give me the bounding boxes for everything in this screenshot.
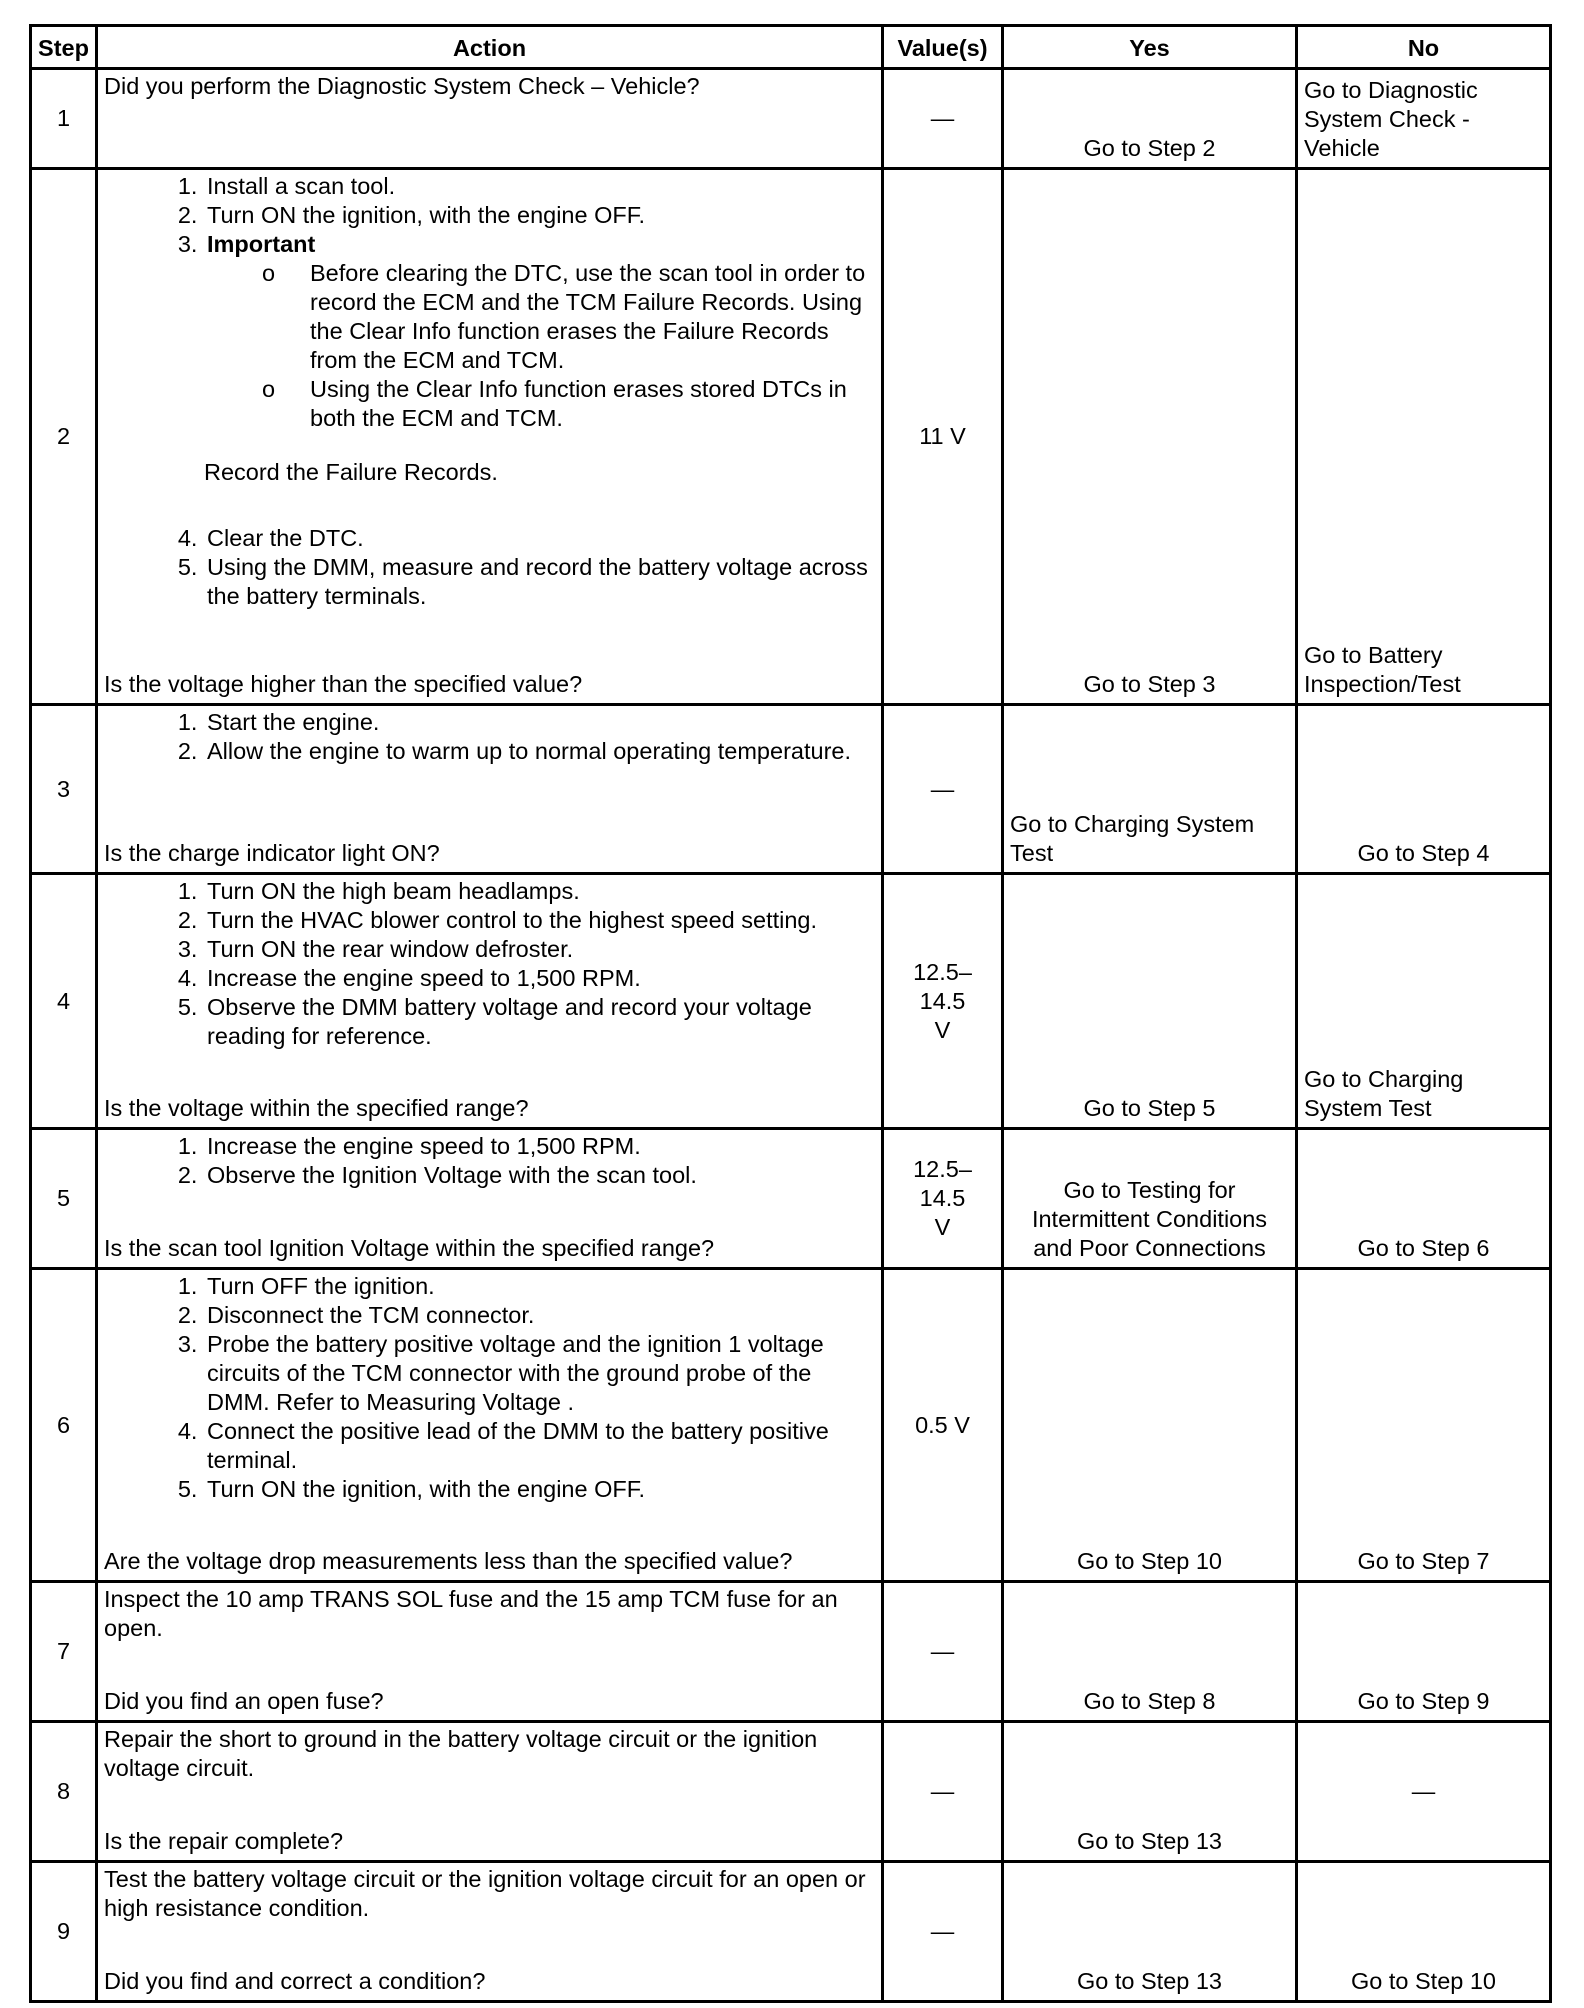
action-cell [97, 1722, 883, 1862]
value-cell: 11 V [883, 169, 1003, 705]
yes-cell: Go to Step 10 [1003, 1269, 1297, 1582]
value-cell: 12.5–14.5 V [883, 1129, 1003, 1269]
yes-cell: Go to Step 5 [1003, 874, 1297, 1129]
action-step: 3. Probe the battery positive voltage and the ignition 1 voltage circuits of the TCM connector with the ground probe of the DMM. Refer to Measuring Voltage . [204, 1330, 875, 1417]
step-number: 9 [31, 1862, 97, 2002]
yes-cell: Go to Testing for Intermittent Conditions and Poor Connections [1003, 1129, 1297, 1269]
action-question: Is the voltage higher than the specified value? [104, 671, 583, 697]
no-cell: — [1297, 1722, 1551, 1862]
value-cell: — [883, 1862, 1003, 2002]
header-no: No [1297, 26, 1551, 69]
action-step: 2. Turn ON the ignition, with the engine OFF. [204, 201, 875, 230]
important-label: Important [207, 231, 316, 257]
action-step: 2. Disconnect the TCM connector. [204, 1301, 875, 1330]
action-text: Inspect the 10 amp TRANS SOL fuse and the 15 amp TCM fuse for an open. [104, 1586, 838, 1641]
step-number: 4 [31, 874, 97, 1129]
action-steps [104, 172, 875, 433]
action-step: 4. Connect the positive lead of the DMM to the battery positive terminal. [204, 1417, 875, 1475]
action-question: Are the voltage drop measurements less than the specified value? [104, 1548, 793, 1574]
action-cell [97, 1269, 883, 1582]
no-cell: Go to Step 6 [1297, 1129, 1551, 1269]
table-row [31, 874, 1551, 1129]
action-step: 2. Observe the Ignition Voltage with the scan tool. [204, 1161, 875, 1190]
action-step [204, 230, 875, 433]
action-question: Did you find an open fuse? [104, 1688, 384, 1714]
yes-cell: Go to Step 2 [1003, 69, 1297, 169]
action-step: 5. Observe the DMM battery voltage and record your voltage reading for reference. [204, 993, 875, 1051]
action-question: Is the voltage within the specified range? [104, 1095, 529, 1121]
action-step: 1. Increase the engine speed to 1,500 RPM. [204, 1132, 875, 1161]
value-cell: 0.5 V [883, 1269, 1003, 1582]
table-row [31, 1582, 1551, 1722]
action-question: Is the charge indicator light ON? [104, 840, 440, 866]
action-step: 3. Turn ON the rear window defroster. [204, 935, 875, 964]
action-cell [97, 1582, 883, 1722]
value-cell: — [883, 705, 1003, 874]
action-text: Test the battery voltage circuit or the ignition voltage circuit for an open or high resistance condition. [104, 1866, 866, 1921]
bullet-list [207, 259, 875, 433]
action-steps [104, 1132, 875, 1190]
action-step: 2. Allow the engine to warm up to normal operating temperature. [204, 737, 875, 766]
table-row [31, 69, 1551, 169]
yes-cell: Go to Step 13 [1003, 1722, 1297, 1862]
step-number: 7 [31, 1582, 97, 1722]
action-question: Did you find and correct a condition? [104, 1968, 486, 1994]
action-steps [104, 708, 875, 766]
action-text: Did you perform the Diagnostic System Check – Vehicle? [104, 73, 700, 99]
value-cell: — [883, 69, 1003, 169]
table-row [31, 169, 1551, 705]
value-cell: 12.5–14.5 V [883, 874, 1003, 1129]
action-question: Is the scan tool Ignition Voltage within the specified range? [104, 1235, 715, 1261]
no-cell: Go to Step 10 [1297, 1862, 1551, 2002]
header-step: Step [31, 26, 97, 69]
action-step: 5. Using the DMM, measure and record the battery voltage across the battery terminals. [204, 553, 875, 611]
action-step: 2. Turn the HVAC blower control to the highest speed setting. [204, 906, 875, 935]
action-cell [97, 1129, 883, 1269]
bullet-item: o Using the Clear Info function erases stored DTCs in both the ECM and TCM. [307, 375, 875, 433]
header-values: Value(s) [883, 26, 1003, 69]
no-cell: Go to Step 7 [1297, 1269, 1551, 1582]
action-steps [104, 877, 875, 1051]
yes-cell: Go to Charging System Test [1003, 705, 1297, 874]
action-steps [104, 1272, 875, 1504]
action-text: Repair the short to ground in the battery voltage circuit or the ignition voltage circuit. [104, 1726, 818, 1781]
action-cell [97, 169, 883, 705]
no-cell: Go to Step 4 [1297, 705, 1551, 874]
step-number: 2 [31, 169, 97, 705]
step-number: 6 [31, 1269, 97, 1582]
diagnostic-table [29, 24, 1552, 2003]
action-step: 4. Clear the DTC. [204, 524, 875, 553]
header-action: Action [97, 26, 883, 69]
header-row [31, 26, 1551, 69]
value-cell: — [883, 1582, 1003, 1722]
yes-cell: Go to Step 8 [1003, 1582, 1297, 1722]
header-yes: Yes [1003, 26, 1297, 69]
action-cell [97, 705, 883, 874]
action-step: 4. Increase the engine speed to 1,500 RPM. [204, 964, 875, 993]
yes-cell: Go to Step 13 [1003, 1862, 1297, 2002]
action-step: 1. Turn OFF the ignition. [204, 1272, 875, 1301]
no-cell: Go to Diagnostic System Check - Vehicle [1297, 69, 1551, 169]
table-row [31, 1862, 1551, 2002]
value-cell: — [883, 1722, 1003, 1862]
table-row [31, 1129, 1551, 1269]
step-number: 5 [31, 1129, 97, 1269]
action-note: Record the Failure Records. [204, 459, 498, 485]
table-row [31, 1269, 1551, 1582]
action-cell [97, 874, 883, 1129]
action-cell [97, 1862, 883, 2002]
bullet-item: o Before clearing the DTC, use the scan tool in order to record the ECM and the TCM Failure Records. Using the Clear Info function erases the Failure Records from the ECM and TCM. [307, 259, 875, 375]
table-row [31, 705, 1551, 874]
step-number: 8 [31, 1722, 97, 1862]
yes-cell: Go to Step 3 [1003, 169, 1297, 705]
action-cell [97, 69, 883, 169]
no-cell: Go to Charging System Test [1297, 874, 1551, 1129]
no-cell: Go to Battery Inspection/Test [1297, 169, 1551, 705]
action-step: 1. Turn ON the high beam headlamps. [204, 877, 875, 906]
action-step: 5. Turn ON the ignition, with the engine OFF. [204, 1475, 875, 1504]
action-question: Is the repair complete? [104, 1828, 344, 1854]
table-row [31, 1722, 1551, 1862]
action-step: 1. Start the engine. [204, 708, 875, 737]
step-number: 3 [31, 705, 97, 874]
step-number: 1 [31, 69, 97, 169]
no-cell: Go to Step 9 [1297, 1582, 1551, 1722]
action-step: 1. Install a scan tool. [204, 172, 875, 201]
action-steps [104, 524, 875, 611]
